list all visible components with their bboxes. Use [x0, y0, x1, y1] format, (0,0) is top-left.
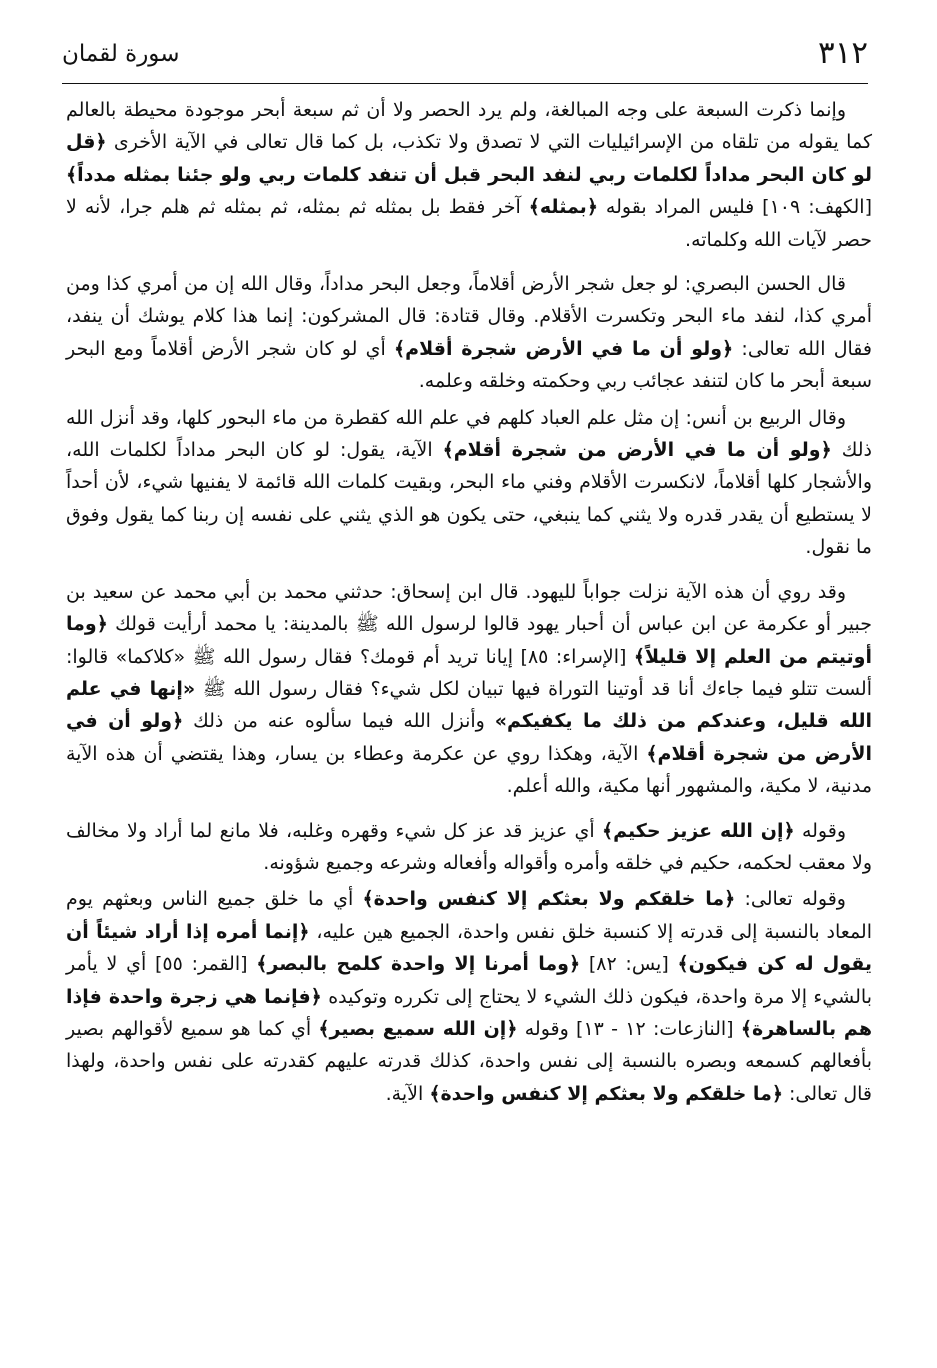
body-text: أي عزيز قد عز كل شيء وقهره وغلبه، فلا مانع لما أراد ولا مخالف ولا معقب لحكمه، حكيم في خلقه وأمره وأقواله وأفعاله وشرعه وجميع شؤونه. — [66, 819, 872, 874]
body-text: أي كما هو سميع لأقوالهم بصير بأفعالهم كسمعه وبصره بالنسبة إلى نفس واحدة، كذلك قدرته عليهم كقدرته على نفس واحدة، ولهذا قال تعالى: — [66, 1017, 872, 1105]
quotation-text: ﴿إنما أمره إذا أراد شيئاً أن يقول له كن فيكون﴾ — [66, 920, 872, 976]
body-text: وقال الربيع بن أنس: إن مثل علم العباد كلهم في علم الله كقطرة من ماء البحور كلها، وقد أنزل الله ذلك — [66, 406, 872, 462]
paragraph — [66, 576, 872, 803]
quotation-text: ﴿ولو أن ما في الأرض شجرة أقلام﴾ — [394, 337, 734, 360]
body-text: وقوله تعالى: — [735, 888, 846, 911]
quotation-text: ﴿فإنما هي زجرة واحدة فإذا هم بالساهرة﴾ — [66, 985, 872, 1040]
quotation-text: ﴿قل لو كان البحر مداداً لكلمات ربي لنفد البحر قبل أن تنفد كلمات ربي ولو جئنا بمثله مدداً﴾ — [66, 131, 872, 186]
quotation-text: ﴿بمثله﴾ — [528, 196, 598, 219]
paragraph — [66, 883, 872, 1110]
quotation-text: ﴿ما خلقكم ولا بعثكم إلا كنفس واحدة﴾ — [429, 1082, 783, 1105]
quotation-text: ﴿إن الله سميع بصير﴾ — [318, 1017, 518, 1040]
page-body — [66, 94, 872, 1110]
body-text: أي لو كان شجر الأرض أقلاماً ومع البحر سبعة أبحر ما كان لتنفد عجائب ربي وحكمته وخلقه وعلمه. — [66, 337, 872, 393]
quotation-text: ﴿وما أمرنا إلا واحدة كلمح بالبصر﴾ — [256, 953, 581, 976]
body-text: الآية، وهكذا روي عن عكرمة وعطاء بن يسار، وهذا يقتضي أن هذه الآية مدنية، لا مكية، والمشهور أنها مكية، والله أعلم. — [66, 742, 872, 798]
body-text: [القمر: ٥٥] أي لا يأمر بالشيء إلا مرة واحدة، فيكون ذلك الشيء لا يحتاج إلى تكرره وتوكيده — [66, 953, 872, 1008]
body-text: وقد روي أن هذه الآية نزلت جواباً لليهود. قال ابن إسحاق: حدثني محمد بن أبي محمد عن سعيد بن جبير أو عكرمة عن ابن عباس أن أحبار يهود قالوا لرسول الله ﷺ بالمدينة: يا محمد أرأيت قولك — [66, 580, 872, 636]
surah-name: سورة لقمان — [62, 41, 180, 67]
body-text: الآية. — [385, 1082, 430, 1105]
paragraph — [66, 268, 872, 398]
body-text: آخر فقط بل بمثله ثم بمثله، ثم بمثله ثم هلم جرا، لأنه لا حصر لآيات الله وكلماته. — [66, 196, 872, 251]
quotation-text: ﴿إن الله عزيز حكيم﴾ — [601, 819, 795, 842]
quotation-text: ﴿ما خلقكم ولا بعثكم إلا كنفس واحدة﴾ — [362, 888, 736, 911]
body-text: وأنزل الله فيما سألوه عنه من ذلك — [183, 710, 495, 733]
quotation-text: ﴿ولو أن في الأرض من شجرة أقلام﴾ — [66, 710, 872, 765]
body-text: الآية، يقول: لو كان البحر مداداً لكلمات الله، والأشجار كلها أقلاماً، لانكسرت الأقلام وفني ماء البحر، وبقيت كلمات الله قائمة لا يفنيها شيء، لأن أحداً لا يستطيع أن يقدر قدره ولا يثني كما ينبغي، حتى يكون هو الذي يثني على نفسه إن ربنا كما يقول وفوق ما نقول. — [66, 439, 872, 559]
paragraph — [66, 402, 872, 564]
page-header — [62, 30, 868, 76]
header-divider — [62, 83, 868, 84]
body-text: وإنما ذكرت السبعة على وجه المبالغة، ولم يرد الحصر ولا أن ثم سبعة أبحر موجودة محيطة بالعالم كما يقوله من تلقاه من الإسرائيليات التي لا تصدق ولا تكذب، بل كما قال تعالى في الآية الأخرى — [66, 99, 872, 154]
body-text: أي ما خلق جميع الناس وبعثهم يوم المعاد بالنسبة إلى قدرته إلا كنسبة خلق نفس واحدة، الجميع هين عليه، — [66, 888, 872, 943]
quotation-text: ﴿وما أوتيتم من العلم إلا قليلاً﴾ — [66, 613, 873, 668]
body-text: وقوله — [794, 819, 846, 842]
body-text: [يس: ٨٢] — [580, 953, 678, 976]
body-text: [النازعات: ١٢ - ١٣] وقوله — [517, 1017, 741, 1040]
paragraph — [66, 815, 872, 880]
body-text: [الكهف: ١٠٩] فليس المراد بقوله — [597, 196, 872, 219]
body-text: [الإسراء: ٨٥] إيانا تريد أم قومك؟ فقال رسول الله ﷺ «كلاكما» قالوا: ألست تتلو فيما جاءك أنا قد أوتينا التوراة فيها تبيان لكل شيء؟ فقال رسول الله ﷺ — [66, 645, 872, 700]
page-number: ٣١٢ — [818, 35, 868, 71]
body-text: قال الحسن البصري: لو جعل شجر الأرض أقلاماً، وجعل البحر مداداً، وقال الله إن من أمري كذا ومن أمري كذا، لنفد ماء البحر وتكسرت الأقلام. وقال قتادة: قال المشركون: إنما هذا كلام يوشك أن ينفد، فقال الله تعالى: — [66, 273, 872, 360]
quotation-text: «إنها في علم الله قليل، وعندكم من ذلك ما يكفيكم» — [66, 677, 872, 733]
quotation-text: ﴿ولو أن ما في الأرض من شجرة أقلام﴾ — [442, 439, 832, 462]
paragraph — [66, 94, 872, 256]
